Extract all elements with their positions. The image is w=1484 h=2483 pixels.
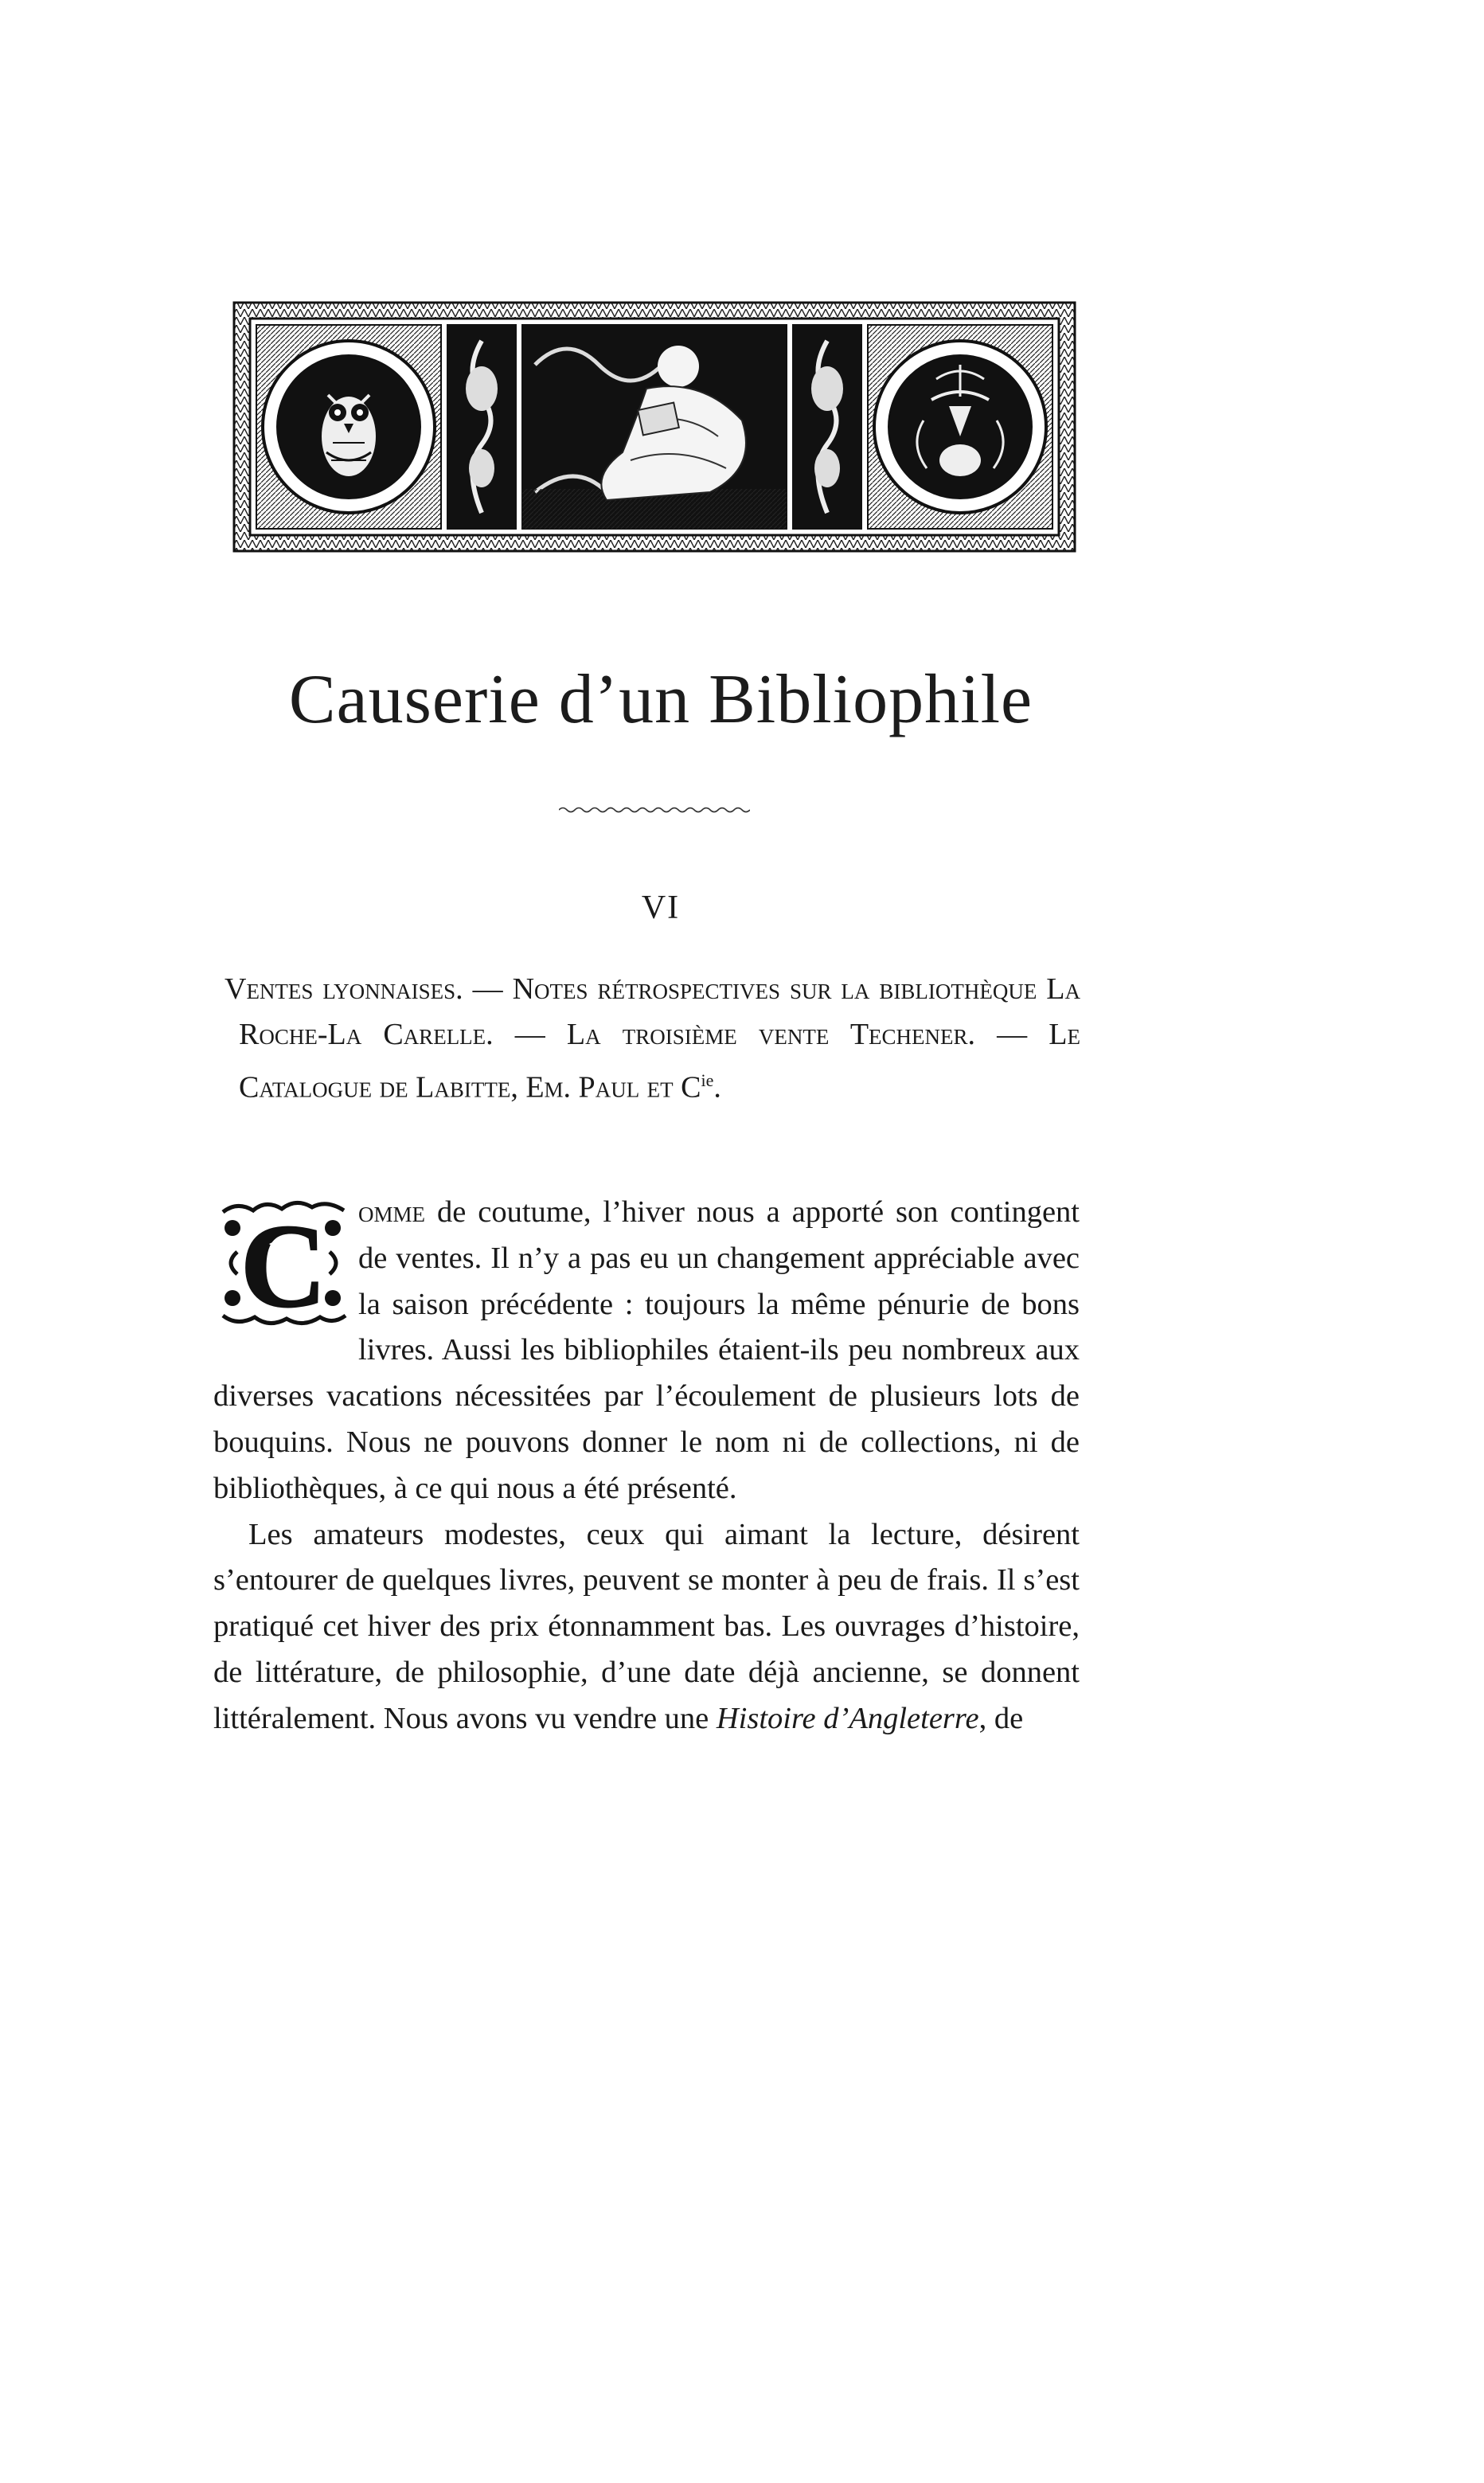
paragraph-2-text: Les amateurs modestes, ceux qui aimant la lecture, désirent s’entourer de quelques livres, peuvent se monter à peu de frais. Il s’est pratiqué cet hiver des prix étonnamment bas. Les ouvrages d’histoire, de littérature, de philosophie, d’une date déjà ancienne, se donnent littéralement. Nous avons vu vendre une xyxy=(213,1517,1080,1735)
book-title-italic: Histoire d’Angleterre xyxy=(716,1701,979,1735)
summary-end: . xyxy=(713,1070,721,1105)
page-title: Causerie d’un Bibliophile xyxy=(288,661,1033,738)
summary-superscript: ie xyxy=(701,1070,714,1090)
decorative-rule xyxy=(559,804,750,815)
first-word: omme xyxy=(358,1195,426,1229)
paragraph-2-end: , de xyxy=(978,1701,1024,1735)
paragraph-2 xyxy=(213,1512,1080,1742)
body-text xyxy=(213,1190,1080,1742)
chapter-summary xyxy=(225,967,1080,1111)
paragraph-1 xyxy=(213,1190,1080,1512)
dropcap-letter-c xyxy=(213,1196,353,1330)
dropcap-glyph: C xyxy=(240,1200,327,1330)
paragraph-1-text: de coutume, l’hiver nous a apporté son contingent de ventes. Il n’y a pas eu un changement appréciable avec la saison précédente : toujours la même pénurie de bons livres. Aussi les bibliophiles étaient-ils peu nombreux aux diverses vacations nécessitées par l’écoulement de plusieurs lots de bouquins. Nous ne pouvons donner le nom ni de collections, ni de bibliothèques, à ce qui nous a été présenté. xyxy=(213,1195,1080,1505)
summary-text: Ventes lyonnaises. — Notes rétrospectives sur la bibliothèque La Roche-La Carelle. — La troisième vente Techener. — Le Catalogue de Labitte, Em. Paul et C xyxy=(225,972,1080,1105)
ornamental-headpiece xyxy=(232,301,1076,553)
chapter-number: VI xyxy=(641,890,681,926)
